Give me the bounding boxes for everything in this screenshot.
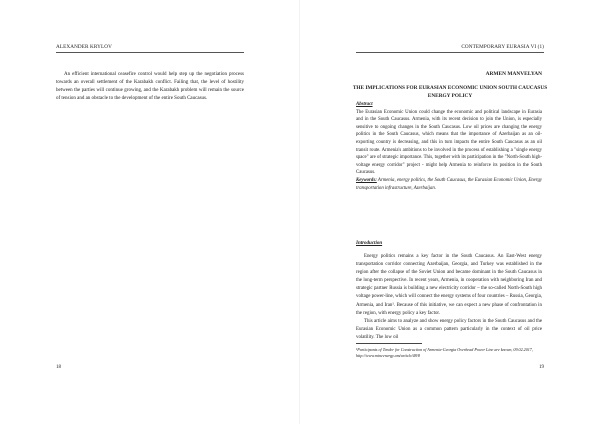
- left-paragraph: An efficient international ceasefire control would help step up the negotiation process towards an overall settlement of the Karabakh conflict. Failing that, the level of hostility between the parties will continue growing, and the Karabakh problem will remain the source of tension and an obstacle to the development of the entire South Caucasus.: [56, 72, 244, 102]
- introduction-body: [356, 253, 542, 342]
- article-author: ARMEN MANVELYAN: [485, 71, 542, 77]
- intro-paragraph: Energy politics remains a key factor in the South Caucasus. An East-West energy transportation corridor connecting Azerbaijan, Georgia, and Turkey was established in the region after the collapse of the Soviet Union and became dominant in the South Caucasus in the long-term perspective. In recent years, Armenia, in cooperation with neighboring Iran and strategic partner Russia is building a new electricity corridor – the so-called North-South high voltage power-line, which will connect the energy systems of four countries – Russia, Georgia, Armenia, and Iran¹. Because of this initiative, we can expect a new phase of confrontation in the region, with energy policy a key factor.: [356, 254, 542, 316]
- footnote: ¹Participants of Tender for Construction of Armenia-Georgia Overhead Power Line are known, 09.02.2017, http://www.mineenergy.am/article/48/8: [356, 347, 533, 359]
- keywords-text: Armenia, energy politics, the South Caucasus, the Eurasian Economic Union, Energy transportation infrastructure, Azerbaijan.: [356, 177, 542, 191]
- left-page-number: 18: [56, 365, 61, 370]
- abstract-text: The Eurasian Economic Union could change the economic and political landscape in Eurasia and in the South Caucasus. Armenia, with its recent decision to join the Union, is especially sensitive to ongoing changes in the South Caucasus. Low oil prices are changing the energy politics in the South Caucasus, which means that the importance of Azerbaijan as an oil-exporting country is decreasing, and this in turn impacts the entire South Caucasus as an oil transit route. Armenia's ambitions to be involved in the process of establishing a "single energy space" are of strategic importance. This, together with its participation in the "North-South high-voltage energy corridor" project - might help Armenia to reinforce its position in the South Caucasus.: [356, 109, 542, 176]
- left-header-rule: [56, 52, 244, 53]
- intro-paragraph: This article aims to analyze and show energy policy factors in the South Caucasus and the Eurasian Economic Union as a common pattern particularly in the context of oil price volatility. The low oil: [356, 318, 542, 340]
- keywords-label: Keywords:: [356, 177, 377, 183]
- right-running-head: CONTEMPORARY EURASIA VI (1): [461, 44, 544, 50]
- abstract-label: Abstract: [356, 102, 373, 107]
- right-header-rule: [356, 52, 544, 53]
- abstract-block: [356, 101, 542, 192]
- article-title: THE IMPLICATIONS FOR EURASIAN ECONOMIC UNION SOUTH CAUCASUS ENERGY POLICY: [352, 85, 548, 99]
- footnote-rule: [356, 343, 422, 344]
- keywords: [356, 177, 542, 192]
- left-running-head: ALEXANDER KRYLOV: [56, 44, 112, 50]
- right-page: [300, 0, 600, 424]
- introduction-heading: Introduction: [356, 241, 383, 246]
- right-page-number: 19: [539, 365, 544, 370]
- left-body-text: [56, 71, 244, 103]
